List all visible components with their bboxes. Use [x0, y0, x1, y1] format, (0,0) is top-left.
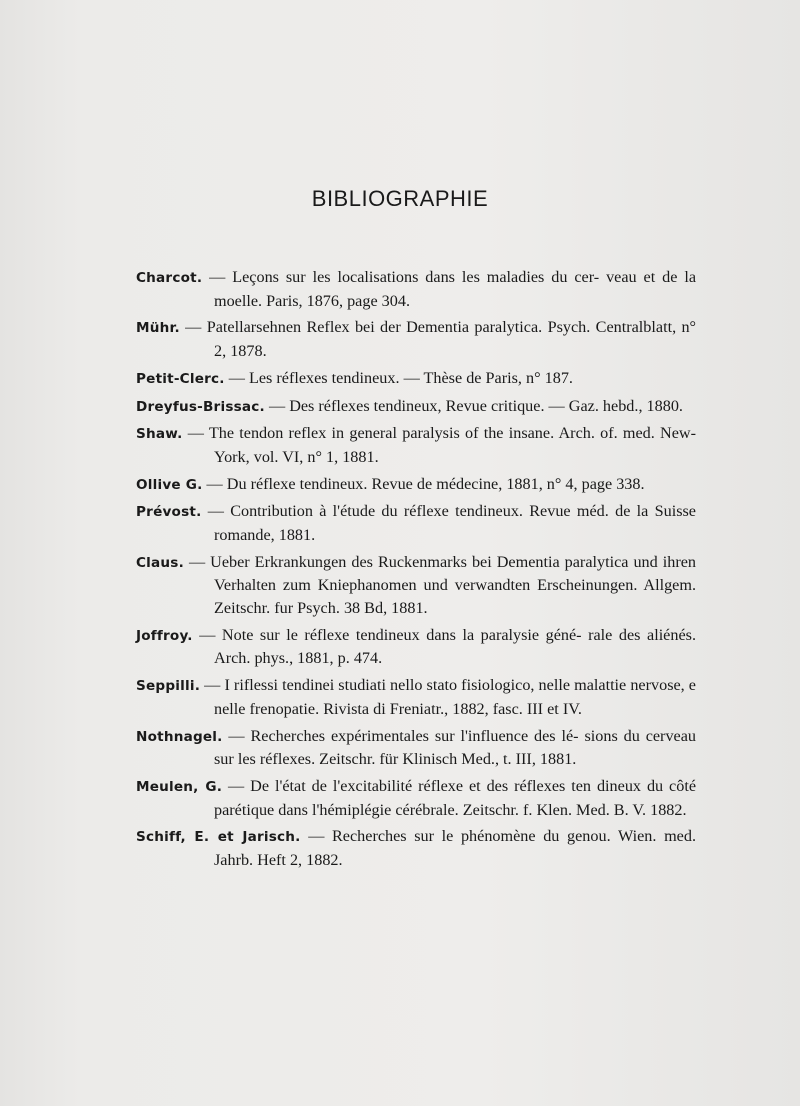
bibliography-entry — [136, 395, 696, 419]
entry-text: 187. — [544, 368, 573, 387]
entry-author: Nothnagel. — [136, 728, 223, 745]
bibliography-entry — [136, 266, 696, 312]
entry-text: verwandten Erscheinungen. Allgem. Zeitschr. fur Psych. — [214, 576, 696, 618]
entry-text: — Leçons sur les localisations dans les maladies du cer- — [209, 268, 600, 286]
bibliography-entry — [136, 422, 696, 468]
entry-text: — The tendon reflex in general paralysis of the insane. — [187, 424, 555, 443]
bibliography-entry — [136, 775, 696, 821]
entry-text: 4, page 338. — [565, 474, 645, 493]
entry-text: — De l'état de l'excitabilité réflexe et des réflexes ten — [228, 776, 592, 795]
entry-text: — Recherches expérimentales sur l'influence des lé- — [228, 726, 579, 745]
entry-text: paralytica und ihren Verhalten zum Kniephanomen und — [214, 552, 697, 595]
entry-text: sions du cerveau sur les réflexes. Zeitschr. für Klinisch — [214, 726, 697, 769]
entry-author: Joffroy. — [136, 627, 193, 644]
entry-text: Psych. Centralblatt, n° 2, 1878. — [214, 318, 697, 360]
entry-text: — Des réflexes tendineux, Revue critique. — — [268, 396, 565, 415]
entry-author: Seppilli. — [136, 678, 201, 695]
bibliography-entry — [136, 624, 696, 670]
entry-author: Claus. — [136, 554, 184, 571]
entry-text: — Les réflexes tendineux. — Thèse de Paris, n° — [228, 368, 541, 387]
entry-author: Charcot. — [136, 270, 203, 286]
entry-text: Wien. med. Jahrb. Heft 2, 1882. — [214, 827, 696, 869]
entry-author: Dreyfus-Brissac. — [136, 398, 265, 415]
bibliography-list — [136, 266, 696, 876]
entry-text: rale des aliénés. Arch. phys., 1881, p. 474. — [214, 625, 696, 668]
entry-text: Zeitschr. f. Klen. Med. B. V. 1882. — [462, 800, 687, 819]
entry-text: 1882, fasc. III et IV. — [452, 699, 582, 718]
entry-author: Prévost. — [136, 504, 202, 521]
entry-text: — I riflessi tendinei studiati nello stato fisiologico, nelle — [204, 676, 571, 695]
page-heading: BIBLIOGRAPHIE — [311, 186, 489, 211]
entry-text: Gaz. hebd., 1880. — [568, 396, 683, 415]
entry-author: Petit-Clerc. — [136, 370, 225, 387]
entry-text: veau et de la moelle. Paris, 1876, page 304. — [214, 268, 697, 310]
entry-text: méd. de la Suisse romande, 1881. — [214, 502, 696, 545]
bibliography-entry — [136, 367, 696, 391]
entry-author: Mühr. — [136, 320, 180, 337]
entry-text: Med., t. III, 1881. — [461, 750, 577, 769]
bibliography-entry — [136, 316, 696, 362]
entry-text: dineux du côté parétique dans l'hémiplégie cérébrale. — [214, 776, 697, 819]
bibliography-entry — [136, 551, 696, 620]
bibliography-entry — [136, 500, 696, 546]
bibliography-entry — [136, 674, 696, 720]
entry-author: Meulen, G. — [136, 778, 223, 795]
entry-text: — Ueber Erkrankungen des Ruckenmarks bei Dementia — [188, 552, 560, 571]
entry-text: 38 Bd, 1881. — [343, 599, 428, 618]
entry-author: Shaw. — [136, 426, 183, 443]
entry-text: — Du réflexe tendineux. Revue de médecine, 1881, n° — [206, 474, 562, 493]
entry-text: Arch. of. med. New-York, vol. VI, n° 1, 1881. — [214, 424, 696, 466]
entry-text: malattie nervose, e nelle frenopatie. Rivista di Freniatr., — [214, 676, 696, 718]
bibliography-entry — [136, 473, 696, 497]
entry-text: — Patellarsehnen Reflex bei der Dementia paralytica. — [185, 318, 543, 337]
entry-text: — Note sur le réflexe tendineux dans la paralysie géné- — [199, 625, 582, 644]
bibliography-entry — [136, 825, 696, 871]
entry-author: Ollive G. — [136, 476, 203, 493]
bibliography-entry — [136, 725, 696, 771]
entry-text: — Contribution à l'étude du réflexe tendineux. Revue — [207, 502, 571, 521]
entry-author: Schiff, E. et Jarisch. — [136, 829, 301, 846]
entry-text: — Recherches sur le phénomène du genou. — [308, 827, 611, 846]
